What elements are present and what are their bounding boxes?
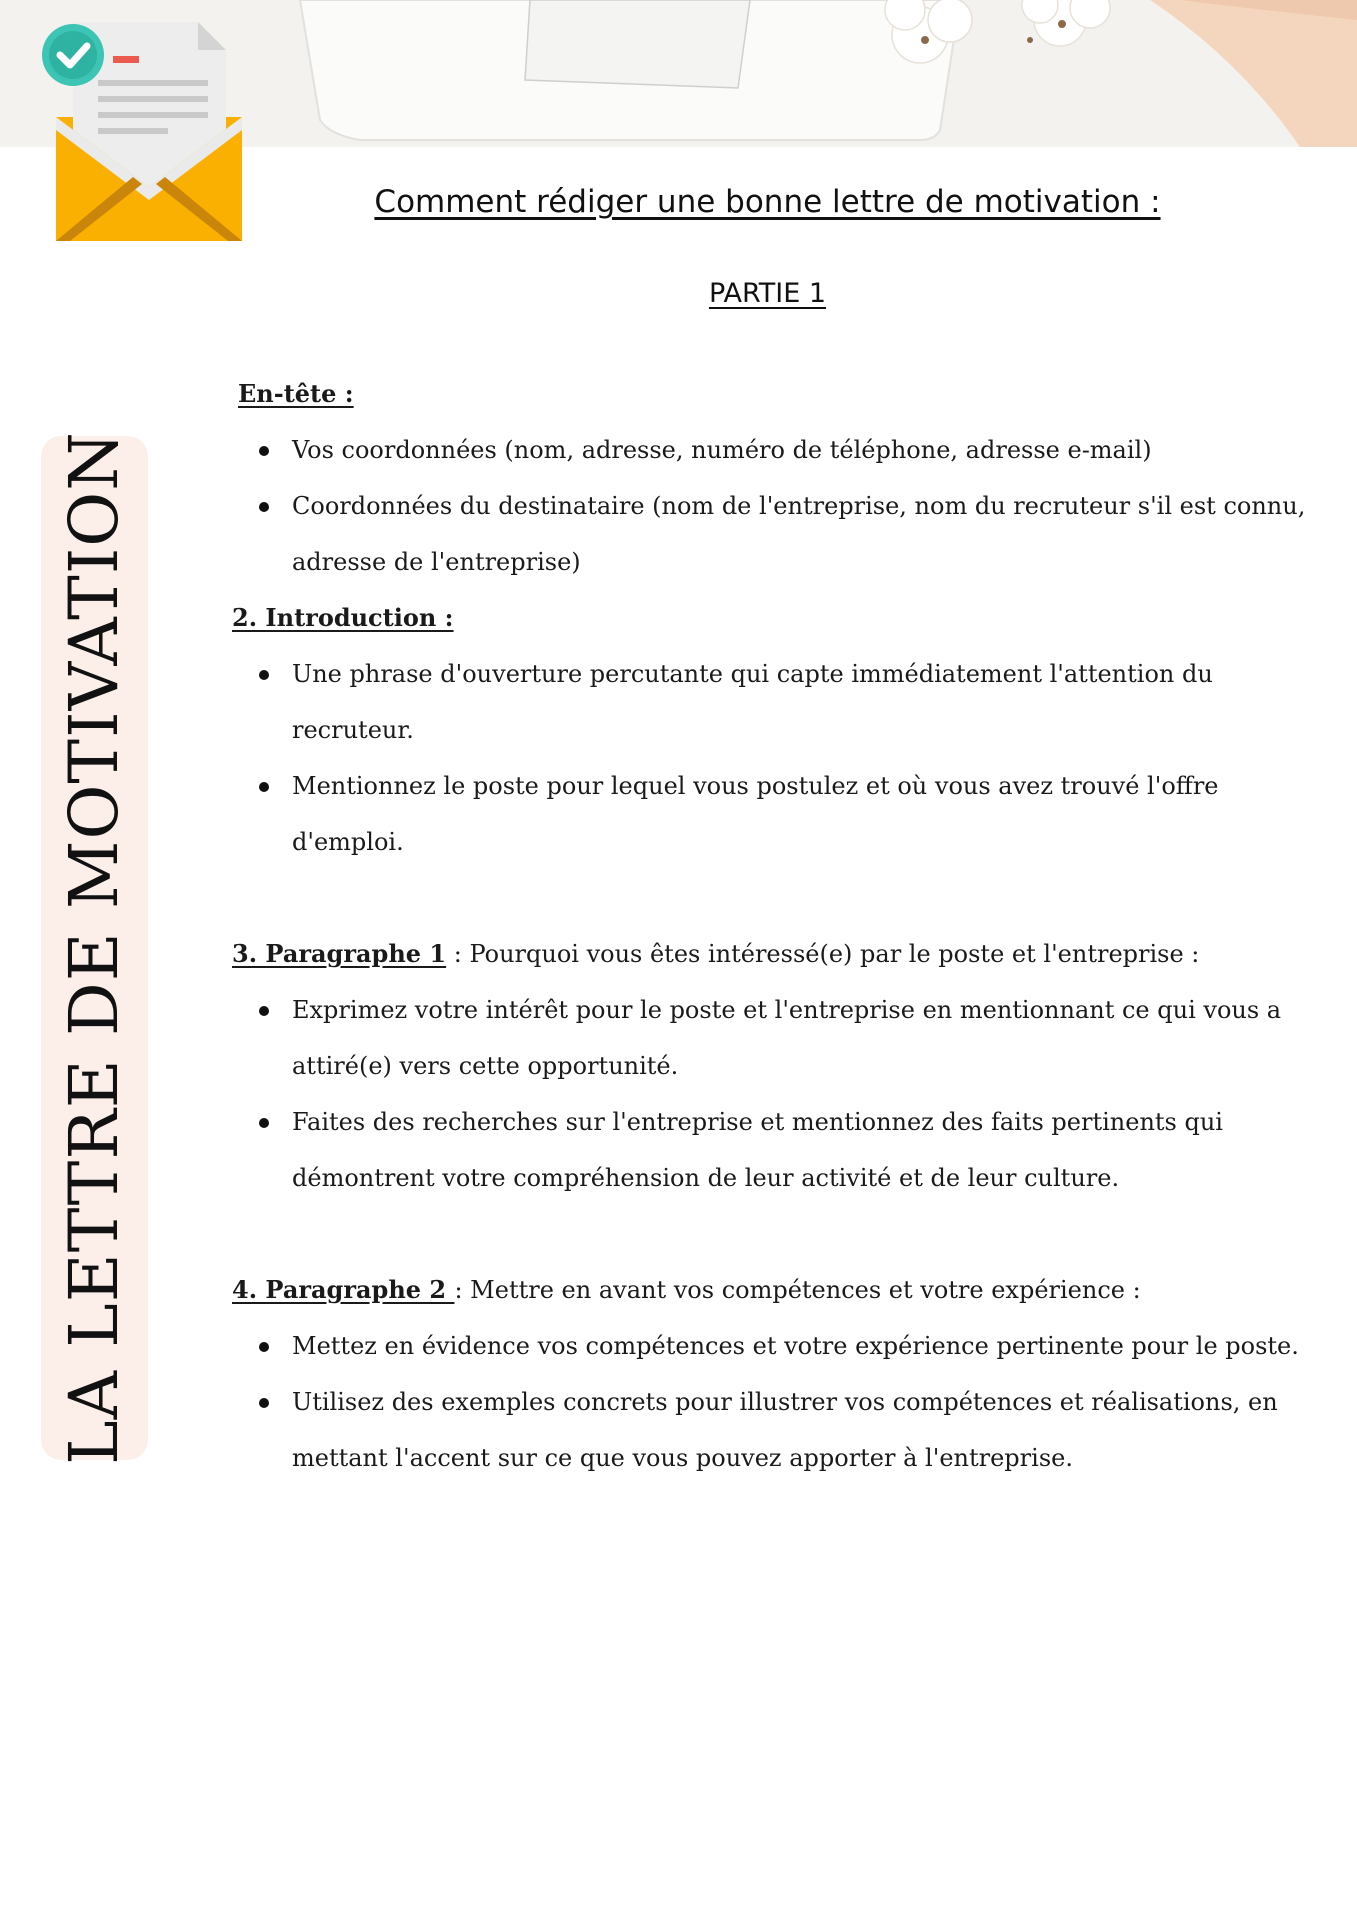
side-title: LA LETTRE DE MOTIVATION [55,431,133,1465]
bullet-list [232,422,1312,590]
section-heading: 4. Paragraphe 2 : Mettre en avant vos compétences et votre expérience : [232,1275,1141,1304]
section-heading: 3. Paragraphe 1 : Pourquoi vous êtes intéressé(e) par le poste et l'entreprise : [232,939,1200,968]
list-item: Mettez en évidence vos compétences et votre expérience pertinente pour le poste. [232,1318,1312,1374]
page-subtitle: PARTIE 1 [708,278,827,309]
page-title: Comment rédiger une bonne lettre de motivation : [374,184,1161,220]
bullet-list [232,646,1312,870]
list-item: Utilisez des exemples concrets pour illustrer vos compétences et réalisations, en mettant l'accent sur ce que vous pouvez apporter à l'entreprise. [232,1374,1312,1486]
section-heading: 2. Introduction : [232,603,454,632]
list-item: Faites des recherches sur l'entreprise et mentionnez des faits pertinents qui démontrent votre compréhension de leur activité et de leur culture. [232,1094,1312,1206]
list-item: Une phrase d'ouverture percutante qui capte immédiatement l'attention du recruteur. [232,646,1312,758]
section-paragraph-1 [232,926,1312,1206]
section-heading: En-tête : [238,379,354,408]
list-item: Mentionnez le poste pour lequel vous postulez et où vous avez trouvé l'offre d'emploi. [232,758,1312,870]
bullet-list [232,982,1312,1206]
section-header [232,366,1312,590]
bullet-list [232,1318,1312,1486]
list-item: Exprimez votre intérêt pour le poste et l'entreprise en mentionnant ce qui vous a attiré(e) vers cette opportunité. [232,982,1312,1094]
section-introduction [232,590,1312,870]
list-item: Vos coordonnées (nom, adresse, numéro de téléphone, adresse e-mail) [232,422,1312,478]
section-paragraph-2 [232,1262,1312,1486]
list-item: Coordonnées du destinataire (nom de l'entreprise, nom du recruteur s'il est connu, adresse de l'entreprise) [232,478,1312,590]
document-body [232,366,1312,1486]
